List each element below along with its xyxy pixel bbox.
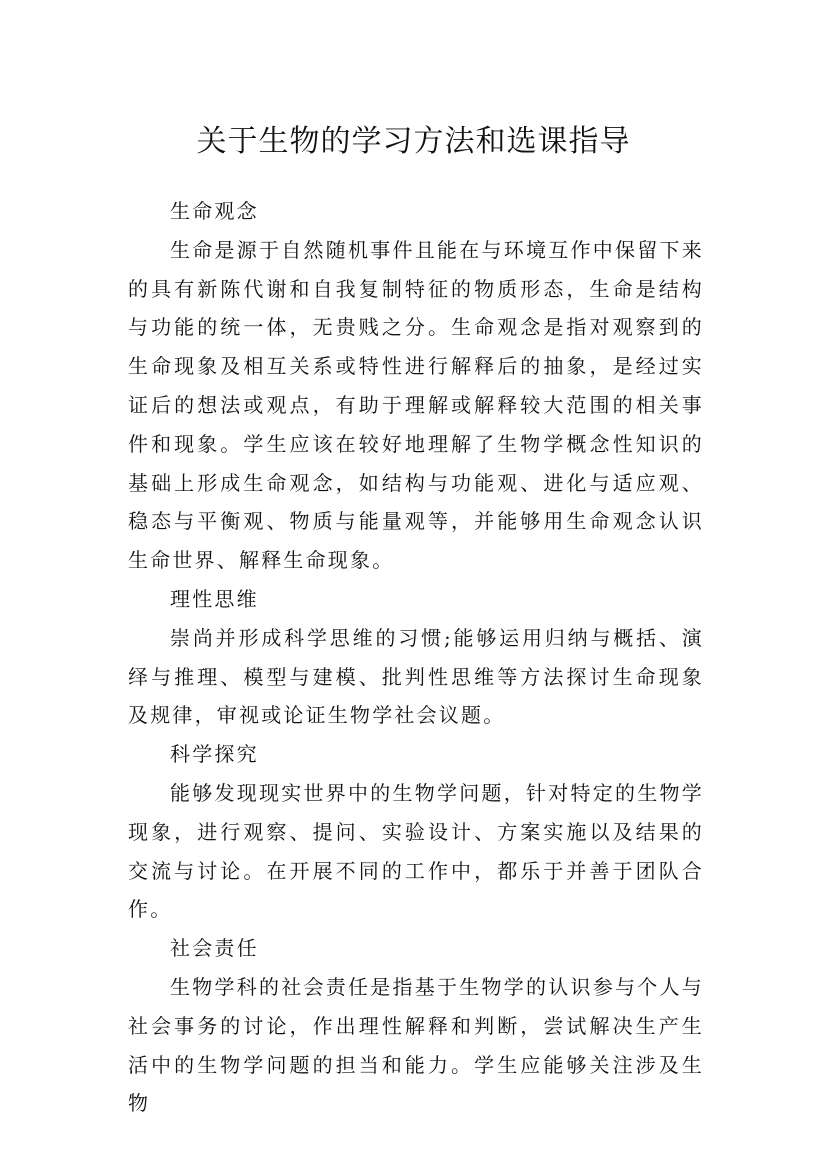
- section-heading-rational-thinking: 理性思维: [170, 586, 259, 611]
- section-heading-scientific-inquiry: 科学探究: [170, 742, 259, 767]
- document-body: [128, 192, 704, 1123]
- document-title: 关于生物的学习方法和选课指导: [196, 124, 631, 160]
- section-heading-life-concept: 生命观念: [170, 199, 259, 223]
- section-body-rational-thinking: 崇尚并形成科学思维的习惯;能够运用归纳与概括、演绎与推理、模型与建模、批判性思维等方法探讨生命现象及规律，审视或论证生物学社会议题。: [128, 625, 704, 728]
- section-body-life-concept: 生命是源于自然随机事件且能在与环境互作中保留下来的具有新陈代谢和自我复制特征的物质形态，生命是结构与功能的统一体，无贵贱之分。生命观念是指对观察到的生命现象及相互关系或特性进行解释后的抽象，是经过实证后的想法或观点，有助于理解或解释较大范围的相关事件和现象。学生应该在较好地理解了生物学概念性知识的基础上形成生命观念，如结构与功能观、进化与适应观、稳态与平衡观、物质与能量观等，并能够用生命观念认识生命世界、解释生命现象。: [128, 237, 704, 573]
- section-body-social-responsibility: 生物学科的社会责任是指基于生物学的认识参与个人与社会事务的讨论，作出理性解释和判断，尝试解决生产生活中的生物学问题的担当和能力。学生应能够关注涉及生物: [128, 974, 704, 1116]
- section-heading-social-responsibility: 社会责任: [170, 936, 259, 961]
- section-body-scientific-inquiry: 能够发现现实世界中的生物学问题，针对特定的生物学现象，进行观察、提问、实验设计、方案实施以及结果的交流与讨论。在开展不同的工作中，都乐于并善于团队合作。: [128, 780, 704, 922]
